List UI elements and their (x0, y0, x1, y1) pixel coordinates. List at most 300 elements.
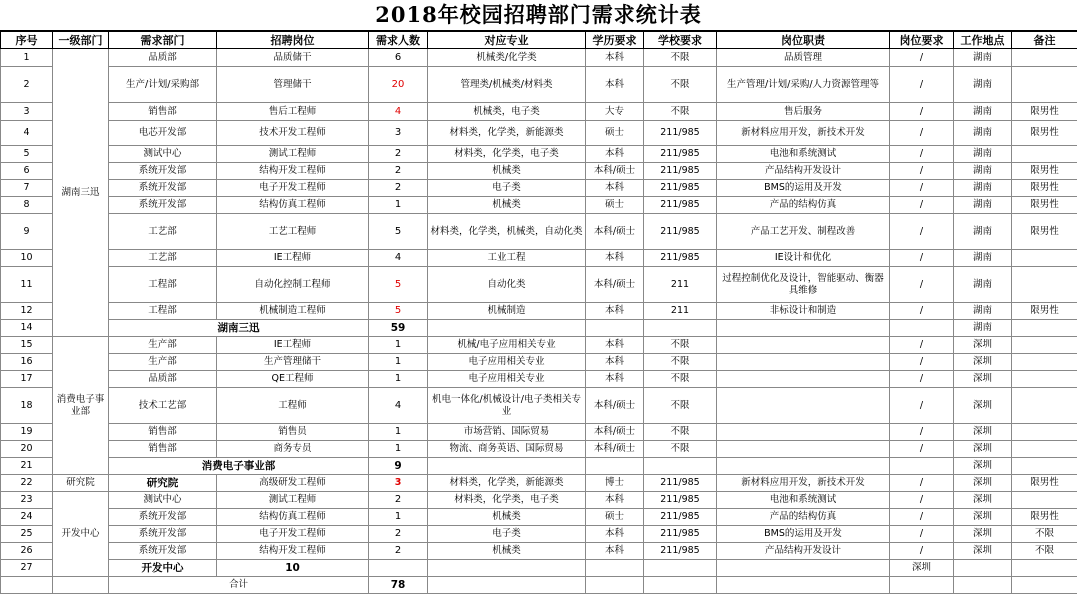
cell-num[interactable]: 2 (369, 146, 428, 163)
cell-note[interactable]: 限男性 (1012, 121, 1077, 146)
cell-duty[interactable]: 品质管理 (717, 49, 890, 67)
cell-num[interactable]: 20 (369, 67, 428, 103)
cell-no[interactable]: 6 (1, 163, 53, 180)
cell-no[interactable]: 22 (1, 475, 53, 492)
table-row (1, 67, 1077, 103)
cell-edu[interactable]: 本科/硕士 (586, 424, 644, 441)
subtotal-row (1, 320, 1077, 337)
table-row (1, 197, 1077, 214)
cell-num[interactable]: 1 (369, 337, 428, 354)
cell-no[interactable]: 23 (1, 492, 53, 509)
cell-duty[interactable]: BMS的运用及开发 (717, 526, 890, 543)
cell-edu[interactable]: 本科 (586, 180, 644, 197)
cell-school[interactable]: 211/985 (644, 163, 717, 180)
cell-num[interactable]: 1 (369, 509, 428, 526)
cell-major[interactable]: 机械类/化学类 (428, 49, 586, 67)
cell-edu[interactable]: 本科 (586, 371, 644, 388)
cell-num[interactable]: 1 (369, 424, 428, 441)
cell-dept[interactable]: 品质部 (109, 371, 217, 388)
cell-duty[interactable]: 非标设计和制造 (717, 303, 890, 320)
cell-dept[interactable]: 销售部 (109, 103, 217, 121)
cell-dept[interactable]: 系统开发部 (109, 543, 217, 560)
cell-loc[interactable]: 深圳 (954, 441, 1012, 458)
cell-num[interactable]: 3 (369, 121, 428, 146)
cell-dept[interactable]: 工程部 (109, 267, 217, 303)
cell-req[interactable]: / (890, 214, 954, 250)
header-cell[interactable]: 需求部门 (109, 32, 217, 49)
cell-pos[interactable]: 结构仿真工程师 (217, 509, 369, 526)
cell-note[interactable]: 不限 (1012, 526, 1077, 543)
cell-major[interactable]: 材料类，化学类，电子类 (428, 146, 586, 163)
cell-school[interactable]: 不限 (644, 49, 717, 67)
table-row (1, 354, 1077, 371)
cell-edu[interactable]: 本科/硕士 (586, 267, 644, 303)
table-row (1, 250, 1077, 267)
header-cell[interactable]: 一级部门 (53, 32, 109, 49)
cell-no[interactable]: 16 (1, 354, 53, 371)
cell-major[interactable]: 自动化类 (428, 267, 586, 303)
cell-major[interactable]: 材料类，化学类，机械类，自动化类 (428, 214, 586, 250)
cell-no[interactable]: 1 (1, 49, 53, 67)
cell-note[interactable] (1012, 267, 1077, 303)
group-cell[interactable]: 消费电子事业部 (53, 337, 109, 475)
cell-req[interactable]: / (890, 509, 954, 526)
cell-dept[interactable]: 系统开发部 (109, 163, 217, 180)
cell-no[interactable]: 11 (1, 267, 53, 303)
cell-dept[interactable]: 销售部 (109, 441, 217, 458)
cell-major[interactable]: 电子应用相关专业 (428, 354, 586, 371)
cell-dept[interactable]: 工艺部 (109, 214, 217, 250)
cell-major[interactable]: 机电一体化/机械设计/电子类相关专业 (428, 388, 586, 424)
cell-num[interactable]: 5 (369, 267, 428, 303)
cell-school[interactable]: 不限 (644, 424, 717, 441)
cell-edu[interactable]: 本科/硕士 (586, 388, 644, 424)
cell-school[interactable]: 不限 (644, 354, 717, 371)
table-row (1, 526, 1077, 543)
table-row (1, 509, 1077, 526)
cell-loc[interactable]: 湖南 (954, 214, 1012, 250)
cell-no[interactable]: 27 (1, 560, 53, 577)
cell-num[interactable]: 4 (369, 103, 428, 121)
cell-pos[interactable]: 自动化控制工程师 (217, 267, 369, 303)
cell-duty[interactable]: 新材料应用开发，新技术开发 (717, 121, 890, 146)
cell-num[interactable]: 3 (369, 475, 428, 492)
cell-note[interactable]: 不限 (1012, 543, 1077, 560)
cell-note[interactable]: 限男性 (1012, 163, 1077, 180)
cell-duty[interactable]: 电池和系统测试 (717, 492, 890, 509)
cell-edu[interactable]: 本科 (586, 303, 644, 320)
cell-num[interactable]: 4 (369, 388, 428, 424)
cell-edu[interactable]: 本科 (586, 49, 644, 67)
subtotal-value[interactable]: 59 (369, 320, 428, 337)
cell-dept[interactable]: 品质部 (109, 49, 217, 67)
cell-note[interactable] (1012, 424, 1077, 441)
cell-pos[interactable]: 测试工程师 (217, 146, 369, 163)
cell-no[interactable]: 24 (1, 509, 53, 526)
cell-pos[interactable]: 电子开发工程师 (217, 180, 369, 197)
cell-note[interactable]: 限男性 (1012, 103, 1077, 121)
table-row (1, 49, 1077, 67)
cell-note[interactable]: 限男性 (1012, 214, 1077, 250)
cell-duty[interactable]: 产品的结构仿真 (717, 509, 890, 526)
cell-duty[interactable]: 产品结构开发设计 (717, 163, 890, 180)
cell-loc[interactable]: 深圳 (954, 458, 1012, 475)
cell-no[interactable]: 21 (1, 458, 53, 475)
cell-req[interactable]: / (890, 250, 954, 267)
cell-pos[interactable]: 电子开发工程师 (217, 526, 369, 543)
cell-dept[interactable]: 电芯开发部 (109, 121, 217, 146)
cell-pos[interactable]: 测试工程师 (217, 492, 369, 509)
cell-edu[interactable]: 本科/硕士 (586, 163, 644, 180)
cell-edu[interactable]: 本科 (586, 337, 644, 354)
cell-major[interactable]: 电子类 (428, 180, 586, 197)
cell-dept[interactable]: 生产/计划/采购部 (109, 67, 217, 103)
cell-loc[interactable]: 湖南 (954, 163, 1012, 180)
header-cell[interactable]: 对应专业 (428, 32, 586, 49)
cell-note[interactable] (1012, 250, 1077, 267)
header-cell[interactable]: 备注 (1012, 32, 1077, 49)
cell-major[interactable]: 工业工程 (428, 250, 586, 267)
sheet-title: 2018年校园招聘部门需求统计表 (0, 0, 1077, 31)
cell-no[interactable]: 14 (1, 320, 53, 337)
cell-school[interactable]: 211/985 (644, 180, 717, 197)
cell-edu[interactable]: 本科 (586, 526, 644, 543)
cell-edu[interactable]: 本科 (586, 492, 644, 509)
cell-duty[interactable] (717, 354, 890, 371)
cell-req[interactable]: / (890, 354, 954, 371)
cell-num[interactable]: 1 (369, 371, 428, 388)
cell-school[interactable]: 不限 (644, 103, 717, 121)
cell-edu[interactable]: 本科 (586, 250, 644, 267)
cell-req[interactable]: / (890, 121, 954, 146)
cell-school[interactable]: 211/985 (644, 475, 717, 492)
cell-edu[interactable]: 本科/硕士 (586, 214, 644, 250)
subtotal-value[interactable]: 9 (369, 458, 428, 475)
cell-num[interactable]: 1 (369, 197, 428, 214)
cell-loc[interactable]: 深圳 (954, 388, 1012, 424)
cell-dept[interactable]: 系统开发部 (109, 180, 217, 197)
cell-no[interactable]: 20 (1, 441, 53, 458)
cell-dept[interactable]: 研究院 (109, 475, 217, 492)
cell-num[interactable]: 6 (369, 49, 428, 67)
cell-dept[interactable]: 技术工艺部 (109, 388, 217, 424)
cell-req[interactable]: / (890, 103, 954, 121)
cell-loc[interactable]: 湖南 (954, 180, 1012, 197)
cell-loc[interactable]: 深圳 (954, 354, 1012, 371)
cell-loc[interactable]: 深圳 (954, 492, 1012, 509)
cell-edu[interactable]: 本科 (586, 543, 644, 560)
table-row (1, 214, 1077, 250)
cell-edu[interactable]: 大专 (586, 103, 644, 121)
cell-req[interactable]: / (890, 197, 954, 214)
cell-loc[interactable]: 深圳 (954, 337, 1012, 354)
cell-loc[interactable]: 深圳 (954, 475, 1012, 492)
subtotal-label[interactable]: 消费电子事业部 (109, 458, 369, 475)
table-row (1, 103, 1077, 121)
cell-loc[interactable]: 深圳 (954, 543, 1012, 560)
cell-loc[interactable]: 深圳 (890, 560, 954, 577)
cell-dept[interactable]: 测试中心 (109, 146, 217, 163)
cell-loc[interactable]: 湖南 (954, 250, 1012, 267)
cell-pos[interactable]: 技术开发工程师 (217, 121, 369, 146)
table-row (1, 543, 1077, 560)
table-row (1, 388, 1077, 424)
group-cell[interactable]: 开发中心 (53, 492, 109, 577)
cell-req[interactable]: / (890, 146, 954, 163)
cell-num[interactable]: 4 (369, 250, 428, 267)
cell-major[interactable]: 机械制造 (428, 303, 586, 320)
cell-req[interactable]: / (890, 526, 954, 543)
cell-req[interactable]: / (890, 543, 954, 560)
cell-req[interactable]: / (890, 371, 954, 388)
cell-school[interactable]: 211/985 (644, 526, 717, 543)
cell-duty[interactable]: 新材料应用开发，新技术开发 (717, 475, 890, 492)
cell-major[interactable]: 材料类，化学类，新能源类 (428, 475, 586, 492)
cell-school[interactable]: 不限 (644, 441, 717, 458)
cell-pos[interactable]: 机械制造工程师 (217, 303, 369, 320)
cell-major[interactable]: 材料类，化学类，新能源类 (428, 121, 586, 146)
header-cell[interactable]: 招聘岗位 (217, 32, 369, 49)
cell-school[interactable]: 不限 (644, 337, 717, 354)
cell-major[interactable]: 电子应用相关专业 (428, 371, 586, 388)
cell-req[interactable]: / (890, 163, 954, 180)
cell-school[interactable]: 211/985 (644, 146, 717, 163)
header-cell[interactable]: 岗位要求 (890, 32, 954, 49)
cell-edu[interactable]: 硕士 (586, 121, 644, 146)
cell-note[interactable]: 限男性 (1012, 197, 1077, 214)
cell-dept[interactable]: 生产部 (109, 354, 217, 371)
cell-req[interactable]: / (890, 303, 954, 320)
cell-dept[interactable]: 系统开发部 (109, 526, 217, 543)
cell-req[interactable]: / (890, 180, 954, 197)
cell-major[interactable]: 机械类，电子类 (428, 103, 586, 121)
cell-note[interactable] (1012, 388, 1077, 424)
cell-pos[interactable]: QE工程师 (217, 371, 369, 388)
recruitment-table (0, 31, 1077, 594)
cell-loc[interactable]: 深圳 (954, 509, 1012, 526)
cell-school[interactable]: 211/985 (644, 250, 717, 267)
cell-no[interactable]: 7 (1, 180, 53, 197)
cell-duty[interactable]: 电池和系统测试 (717, 146, 890, 163)
cell-note[interactable] (1012, 67, 1077, 103)
cell-note[interactable] (1012, 354, 1077, 371)
cell-pos[interactable]: IE工程师 (217, 250, 369, 267)
cell-school[interactable]: 211 (644, 303, 717, 320)
cell-edu[interactable]: 硕士 (586, 197, 644, 214)
cell-duty[interactable]: 过程控制优化及设计，智能驱动、衡器具维修 (717, 267, 890, 303)
cell-edu[interactable]: 硕士 (586, 509, 644, 526)
cell-school[interactable]: 211/985 (644, 509, 717, 526)
cell-loc[interactable]: 湖南 (954, 103, 1012, 121)
table-row (1, 121, 1077, 146)
cell-pos[interactable]: 生产管理储干 (217, 354, 369, 371)
cell-pos[interactable]: 售后工程师 (217, 103, 369, 121)
cell-major[interactable]: 市场营销、国际贸易 (428, 424, 586, 441)
cell-pos[interactable]: 结构仿真工程师 (217, 197, 369, 214)
cell-school[interactable]: 211/985 (644, 197, 717, 214)
cell-no[interactable]: 25 (1, 526, 53, 543)
cell-req[interactable]: / (890, 424, 954, 441)
cell-duty[interactable]: 售后服务 (717, 103, 890, 121)
cell-dept[interactable]: 销售部 (109, 424, 217, 441)
cell-major[interactable]: 管理类/机械类/材料类 (428, 67, 586, 103)
cell-no[interactable]: 15 (1, 337, 53, 354)
cell-note[interactable] (1012, 371, 1077, 388)
cell-num[interactable]: 1 (369, 441, 428, 458)
cell-num[interactable]: 2 (369, 492, 428, 509)
cell-edu[interactable]: 本科 (586, 67, 644, 103)
cell-num[interactable]: 5 (369, 214, 428, 250)
header-cell[interactable]: 学历要求 (586, 32, 644, 49)
cell-duty[interactable] (717, 371, 890, 388)
cell-school[interactable]: 不限 (644, 388, 717, 424)
cell-loc[interactable]: 深圳 (954, 371, 1012, 388)
cell-edu[interactable]: 博士 (586, 475, 644, 492)
cell-num[interactable]: 2 (369, 526, 428, 543)
header-cell[interactable]: 需求人数 (369, 32, 428, 49)
cell-no[interactable]: 17 (1, 371, 53, 388)
cell-pos[interactable]: 管理储干 (217, 67, 369, 103)
cell-loc[interactable]: 湖南 (954, 121, 1012, 146)
cell-loc[interactable]: 湖南 (954, 303, 1012, 320)
cell-pos[interactable]: 销售员 (217, 424, 369, 441)
cell-no[interactable]: 9 (1, 214, 53, 250)
cell-dept[interactable]: 系统开发部 (109, 197, 217, 214)
cell-major[interactable]: 机械类 (428, 543, 586, 560)
cell-no[interactable]: 26 (1, 543, 53, 560)
subtotal-label[interactable]: 开发中心 (109, 560, 217, 577)
cell-duty[interactable]: IE设计和优化 (717, 250, 890, 267)
cell-pos[interactable]: 结构开发工程师 (217, 163, 369, 180)
cell-dept[interactable]: 工艺部 (109, 250, 217, 267)
total-label[interactable]: 合计 (109, 577, 369, 594)
cell-major[interactable]: 机械/电子应用相关专业 (428, 337, 586, 354)
cell-major[interactable]: 机械类 (428, 509, 586, 526)
cell-major[interactable]: 机械类 (428, 197, 586, 214)
cell-pos[interactable]: 工艺工程师 (217, 214, 369, 250)
cell-loc[interactable]: 湖南 (954, 49, 1012, 67)
cell-edu[interactable]: 本科/硕士 (586, 441, 644, 458)
cell-no[interactable]: 5 (1, 146, 53, 163)
cell-no[interactable] (1, 577, 53, 594)
cell-duty[interactable]: 产品工艺开发、制程改善 (717, 214, 890, 250)
cell-dept[interactable]: 生产部 (109, 337, 217, 354)
cell-note[interactable]: 限男性 (1012, 509, 1077, 526)
cell-school[interactable]: 211/985 (644, 543, 717, 560)
subtotal-label[interactable]: 湖南三迅 (109, 320, 369, 337)
subtotal-value[interactable]: 10 (217, 560, 369, 577)
cell-school[interactable]: 211/985 (644, 121, 717, 146)
cell-school[interactable]: 不限 (644, 67, 717, 103)
cell-loc[interactable]: 深圳 (954, 526, 1012, 543)
cell-num[interactable]: 1 (369, 354, 428, 371)
cell-note[interactable] (1012, 337, 1077, 354)
cell-dept[interactable]: 测试中心 (109, 492, 217, 509)
cell-major[interactable]: 物流、商务英语、国际贸易 (428, 441, 586, 458)
cell-req[interactable]: / (890, 388, 954, 424)
cell-no[interactable]: 19 (1, 424, 53, 441)
cell-school[interactable]: 211 (644, 267, 717, 303)
cell-no[interactable]: 3 (1, 103, 53, 121)
cell-no[interactable]: 2 (1, 67, 53, 103)
cell-req[interactable]: / (890, 475, 954, 492)
cell-dept[interactable]: 系统开发部 (109, 509, 217, 526)
cell-note[interactable] (1012, 49, 1077, 67)
cell-pos[interactable]: 结构开发工程师 (217, 543, 369, 560)
cell-req[interactable]: / (890, 337, 954, 354)
cell-loc[interactable]: 湖南 (954, 267, 1012, 303)
cell-note[interactable] (1012, 441, 1077, 458)
cell-no[interactable]: 18 (1, 388, 53, 424)
cell-no[interactable]: 8 (1, 197, 53, 214)
cell-loc[interactable]: 湖南 (954, 197, 1012, 214)
cell-school[interactable]: 211/985 (644, 214, 717, 250)
cell-num[interactable]: 2 (369, 163, 428, 180)
cell-duty[interactable]: 产品的结构仿真 (717, 197, 890, 214)
cell-req[interactable]: / (890, 49, 954, 67)
cell-loc[interactable]: 深圳 (954, 424, 1012, 441)
cell-duty[interactable] (717, 441, 890, 458)
cell-req[interactable]: / (890, 267, 954, 303)
cell-duty[interactable] (717, 337, 890, 354)
cell-pos[interactable]: 品质储干 (217, 49, 369, 67)
cell-num[interactable]: 2 (369, 180, 428, 197)
cell-no[interactable]: 12 (1, 303, 53, 320)
cell-loc[interactable]: 湖南 (954, 320, 1012, 337)
cell-major[interactable]: 机械类 (428, 163, 586, 180)
cell-req[interactable]: / (890, 67, 954, 103)
cell-note[interactable] (1012, 146, 1077, 163)
cell-num[interactable]: 5 (369, 303, 428, 320)
header-cell[interactable]: 岗位职责 (717, 32, 890, 49)
cell-no[interactable]: 10 (1, 250, 53, 267)
cell-dept[interactable]: 工程部 (109, 303, 217, 320)
cell-school[interactable]: 不限 (644, 371, 717, 388)
cell-req[interactable]: / (890, 441, 954, 458)
cell-note[interactable]: 限男性 (1012, 303, 1077, 320)
cell-edu[interactable]: 本科 (586, 354, 644, 371)
cell-pos[interactable]: 商务专员 (217, 441, 369, 458)
header-cell[interactable]: 学校要求 (644, 32, 717, 49)
cell-duty[interactable] (717, 388, 890, 424)
cell-note[interactable]: 限男性 (1012, 475, 1077, 492)
cell-major[interactable]: 电子类 (428, 526, 586, 543)
cell-major[interactable]: 材料类，化学类，电子类 (428, 492, 586, 509)
cell-loc[interactable]: 湖南 (954, 146, 1012, 163)
cell-duty[interactable] (717, 424, 890, 441)
cell-duty[interactable]: 生产管理/计划/采购/人力资源管理等 (717, 67, 890, 103)
header-cell[interactable]: 工作地点 (954, 32, 1012, 49)
header-cell[interactable]: 序号 (1, 32, 53, 49)
cell-loc[interactable]: 湖南 (954, 67, 1012, 103)
group-cell[interactable]: 研究院 (53, 475, 109, 492)
cell-no[interactable]: 4 (1, 121, 53, 146)
cell-edu[interactable]: 本科 (586, 146, 644, 163)
group-cell[interactable]: 湖南三迅 (53, 49, 109, 337)
cell-pos[interactable]: 工程师 (217, 388, 369, 424)
cell-note[interactable] (1012, 492, 1077, 509)
cell-note[interactable]: 限男性 (1012, 180, 1077, 197)
cell-duty[interactable]: BMS的运用及开发 (717, 180, 890, 197)
cell-duty[interactable]: 产品结构开发设计 (717, 543, 890, 560)
total-value[interactable]: 78 (369, 577, 428, 594)
cell-pos[interactable]: 高级研发工程师 (217, 475, 369, 492)
cell-pos[interactable]: IE工程师 (217, 337, 369, 354)
cell-school[interactable]: 211/985 (644, 492, 717, 509)
cell-num[interactable]: 2 (369, 543, 428, 560)
cell-req[interactable]: / (890, 492, 954, 509)
table-row (1, 146, 1077, 163)
